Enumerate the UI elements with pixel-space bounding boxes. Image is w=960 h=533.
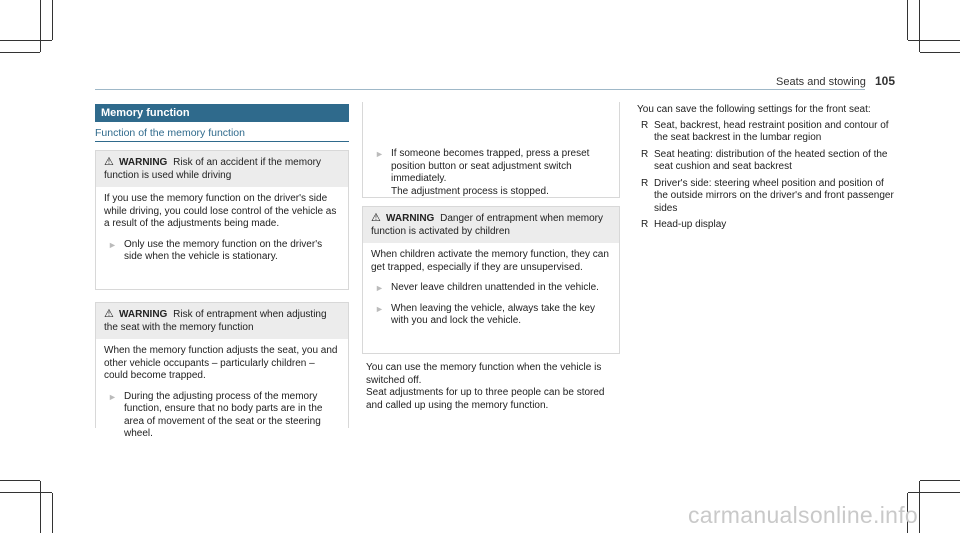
- warning-title: Danger of entrapment when memory function is activated by children: [371, 213, 603, 237]
- crop-mark: [0, 40, 52, 41]
- step-arrow-icon: ►: [375, 149, 384, 159]
- warning-box-entrapment-seat: [95, 302, 349, 439]
- instruction-step: [371, 148, 611, 198]
- instruction-step: [371, 282, 611, 295]
- warning-body: [363, 102, 619, 210]
- step-text: Never leave children unattended in the vehicle.: [391, 282, 599, 293]
- bullet-icon: R: [641, 177, 649, 189]
- warning-label: WARNING: [119, 157, 168, 168]
- warning-box-accident: [95, 150, 349, 290]
- body-paragraph: [366, 362, 618, 412]
- crop-mark: [52, 493, 53, 533]
- watermark: carmanualsonline.info: [687, 502, 918, 528]
- warning-body: [363, 243, 619, 340]
- step-arrow-icon: ►: [108, 391, 117, 402]
- warning-text: When the memory function adjusts the seat, you and other vehicle occupants – particularly children – could become trapped.: [104, 345, 338, 381]
- settings-intro: You can save the following settings for the front seat:: [637, 104, 871, 115]
- crop-mark: [0, 492, 52, 493]
- settings-section: [637, 104, 897, 236]
- section-title: Memory function: [95, 104, 349, 122]
- list-item-text: Seat, backrest, head restraint position and contour of the seat backrest in the lumbar region: [654, 119, 889, 143]
- crop-mark: [0, 480, 40, 481]
- subheading: Function of the memory function: [95, 127, 349, 142]
- warning-text: If you use the memory function on the driver's side while driving, you could lose control of the vehicle as a result of the adjustments being made.: [104, 193, 337, 229]
- crop-mark: [907, 0, 908, 40]
- running-header: [776, 74, 895, 88]
- warning-text: When children activate the memory function, they can get trapped, especially if they are unsupervised.: [371, 249, 609, 273]
- crop-mark: [52, 0, 53, 40]
- crop-mark: [40, 481, 41, 533]
- step-text: If someone becomes trapped, press a preset position button or seat adjustment switch immediately.: [391, 148, 590, 184]
- warning-icon: ⚠: [371, 212, 381, 224]
- step-text: Only use the memory function on the driver's side when the vehicle is stationary.: [124, 238, 323, 262]
- warning-label: WARNING: [386, 213, 435, 224]
- crop-mark: [919, 481, 920, 533]
- warning-title: Risk of entrapment when adjusting the seat with the memory function: [104, 309, 327, 333]
- list-item: [637, 120, 897, 145]
- list-item-text: Seat heating: distribution of the heated section of the seat cushion and seat backrest: [654, 148, 888, 172]
- instruction-step: [371, 303, 611, 328]
- step-arrow-icon: ►: [108, 239, 117, 250]
- bullet-icon: R: [641, 119, 649, 131]
- header-section: Seats and stowing: [776, 76, 866, 88]
- warning-label: WARNING: [119, 309, 168, 320]
- crop-mark: [40, 0, 41, 52]
- warning-body: [96, 187, 348, 276]
- instruction-step: [104, 391, 340, 441]
- crop-mark: [919, 0, 920, 52]
- warning-box-children: [362, 206, 620, 354]
- list-item: [637, 149, 897, 174]
- crop-mark: [908, 40, 960, 41]
- crop-mark: [908, 492, 960, 493]
- crop-mark: [920, 52, 960, 53]
- page-number: 105: [874, 74, 895, 88]
- warning-title: Risk of an accident if the memory function is used while driving: [104, 157, 321, 181]
- step-arrow-icon: ►: [375, 303, 384, 314]
- step-result: The adjustment process is stopped.: [391, 185, 549, 197]
- list-item: [637, 219, 897, 232]
- list-item: [637, 178, 897, 216]
- bullet-icon: R: [641, 219, 649, 230]
- paragraph-line: Seat adjustments for up to three people can be stored and called up using the memory function.: [366, 387, 605, 411]
- step-text: During the adjusting process of the memory function, ensure that no body parts are in the area of movement of the seat or the steering wheel.: [124, 390, 323, 439]
- settings-list: [637, 120, 897, 232]
- step-text: When leaving the vehicle, always take the key with you and lock the vehicle.: [391, 302, 595, 326]
- list-item-text: Head-up display: [654, 219, 727, 230]
- paragraph-line: You can use the memory function when the vehicle is switched off.: [366, 362, 602, 386]
- warning-box-entrapment-continued: [362, 102, 620, 198]
- instruction-step: [104, 239, 340, 264]
- warning-icon: ⚠: [104, 308, 114, 320]
- list-item-text: Driver's side: steering wheel position and position of the outside mirrors on the driver's and front passenger sides: [654, 177, 894, 214]
- crop-mark: [0, 52, 40, 53]
- bullet-icon: R: [641, 148, 649, 160]
- warning-body: [96, 339, 348, 453]
- step-arrow-icon: ►: [375, 283, 384, 293]
- warning-icon: ⚠: [104, 156, 114, 168]
- crop-mark: [920, 480, 960, 481]
- header-rule: [95, 89, 865, 90]
- warning-header: [363, 207, 619, 243]
- warning-header: [96, 151, 348, 187]
- warning-header: [96, 303, 348, 339]
